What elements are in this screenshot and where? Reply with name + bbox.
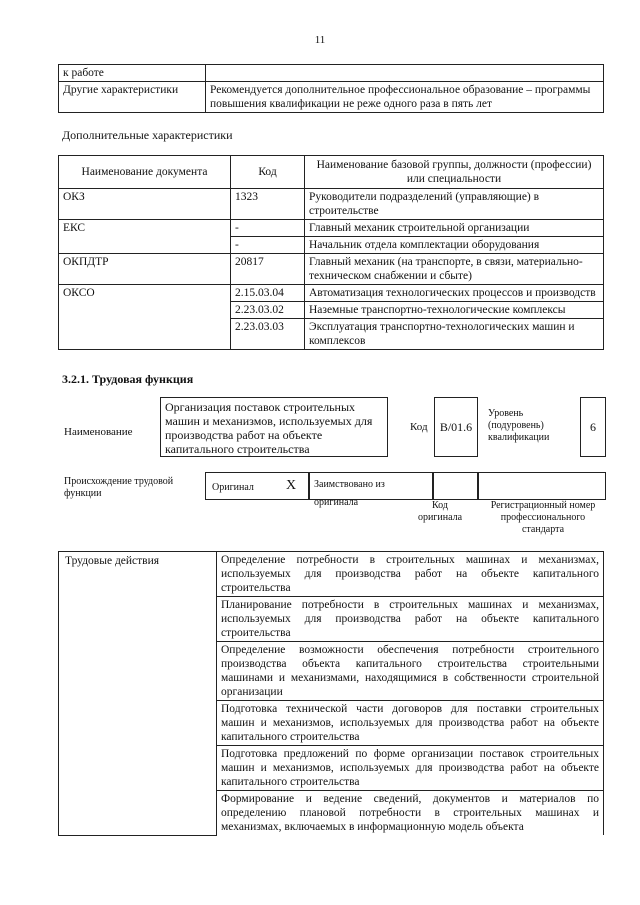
labor-actions-table <box>58 551 604 836</box>
cell-code: 2.15.03.04 <box>231 285 305 302</box>
table-row <box>59 220 604 237</box>
code-label: Код <box>410 421 428 433</box>
cell-name: Эксплуатация транспортно-технологических машин и комплексов <box>305 319 604 350</box>
top-table <box>58 64 604 113</box>
action-item: Определение потребности в строительных машинах и механизмах, используемых для производства работ на объекте капитального строительства <box>217 552 604 597</box>
level-label: Уровень (подуровень) квалификации <box>488 408 550 443</box>
extra-characteristics-table <box>58 155 604 350</box>
actions-label: Трудовые действия <box>59 552 217 836</box>
original-mark: X <box>286 478 297 493</box>
original-label: Оригинал <box>212 482 254 493</box>
cell-name: Главный механик (на транспорте, в связи, материально-техническом снабжении и сбыте) <box>305 254 604 285</box>
section-heading: Дополнительные характеристики <box>62 128 233 142</box>
cell-doc: ОКПДТР <box>59 254 231 285</box>
table-row <box>59 189 604 220</box>
action-item: Планирование потребности в строительных машинах и механизмах, используемых для производства работ на объекте капитального строительства <box>217 597 604 642</box>
column-header: Код <box>231 156 305 189</box>
action-item: Формирование и ведение сведений, документов и материалов по определению плановой потребности в строительных машинах и механизмах, включаемых в информационную модель объекта <box>217 791 604 836</box>
cell-code: - <box>231 237 305 254</box>
cell-name: Руководители подразделений (управляющие) в строительстве <box>305 189 604 220</box>
cell-name: Начальник отдела комплектации оборудования <box>305 237 604 254</box>
page-number: 11 <box>314 34 326 46</box>
cell-doc: ОКСО <box>59 285 231 350</box>
cell-name: Наземные транспортно-технологические комплексы <box>305 302 604 319</box>
row-value <box>206 65 604 82</box>
cell-doc: ОКЗ <box>59 189 231 220</box>
origin-label: Происхождение трудовой функции <box>64 476 174 499</box>
code-orig-caption: Код оригинала <box>417 500 463 523</box>
action-item: Подготовка предложений по форме организации поставок строительных машин и механизмов, используемых для производства работ на объекте капитального строительства <box>217 746 604 791</box>
action-item: Определение возможности обеспечения потребности строительного производства объекта капитального строительства строительными машинами и механизмами, находящимися в собственности строительной организации <box>217 642 604 701</box>
table-row <box>59 65 604 82</box>
cell-name: Автоматизация технологических процессов и производств <box>305 285 604 302</box>
cell-doc: ЕКС <box>59 220 231 254</box>
cell-code: - <box>231 220 305 237</box>
function-heading: 3.2.1. Трудовая функция <box>62 372 194 386</box>
table-row <box>59 552 604 597</box>
borrowed-label: Заимствовано из оригинала <box>314 479 385 508</box>
action-item: Подготовка технической части договоров для поставки строительных машин и механизмов, используемых для производства работ на объекте капитального строительства <box>217 701 604 746</box>
row-value: Рекомендуется дополнительное профессиональное образование – программы повышения квалификации не реже одного раза в пять лет <box>206 82 604 113</box>
table-row <box>59 285 604 302</box>
reg-number-caption: Регистрационный номер профессионального стандарта <box>490 500 596 535</box>
cell-code: 2.23.03.02 <box>231 302 305 319</box>
table-row <box>59 254 604 285</box>
cell-name: Главный механик строительной организации <box>305 220 604 237</box>
borrowed-box <box>309 472 433 508</box>
level-value: 6 <box>580 397 606 457</box>
function-code: B/01.6 <box>434 397 478 457</box>
column-header: Наименование документа <box>59 156 231 189</box>
reg-number-box <box>478 472 606 500</box>
name-label: Наименование <box>64 426 133 438</box>
code-orig-box <box>433 472 478 500</box>
row-label: к работе <box>59 65 206 82</box>
row-label: Другие характеристики <box>59 82 206 113</box>
function-name: Организация поставок строительных машин и механизмов, используемых для производства работ на объекте капитального строительства <box>160 397 388 457</box>
column-header: Наименование базовой группы, должности (профессии) или специальности <box>305 156 604 189</box>
cell-code: 2.23.03.03 <box>231 319 305 350</box>
table-row <box>59 82 604 113</box>
cell-code: 20817 <box>231 254 305 285</box>
cell-code: 1323 <box>231 189 305 220</box>
